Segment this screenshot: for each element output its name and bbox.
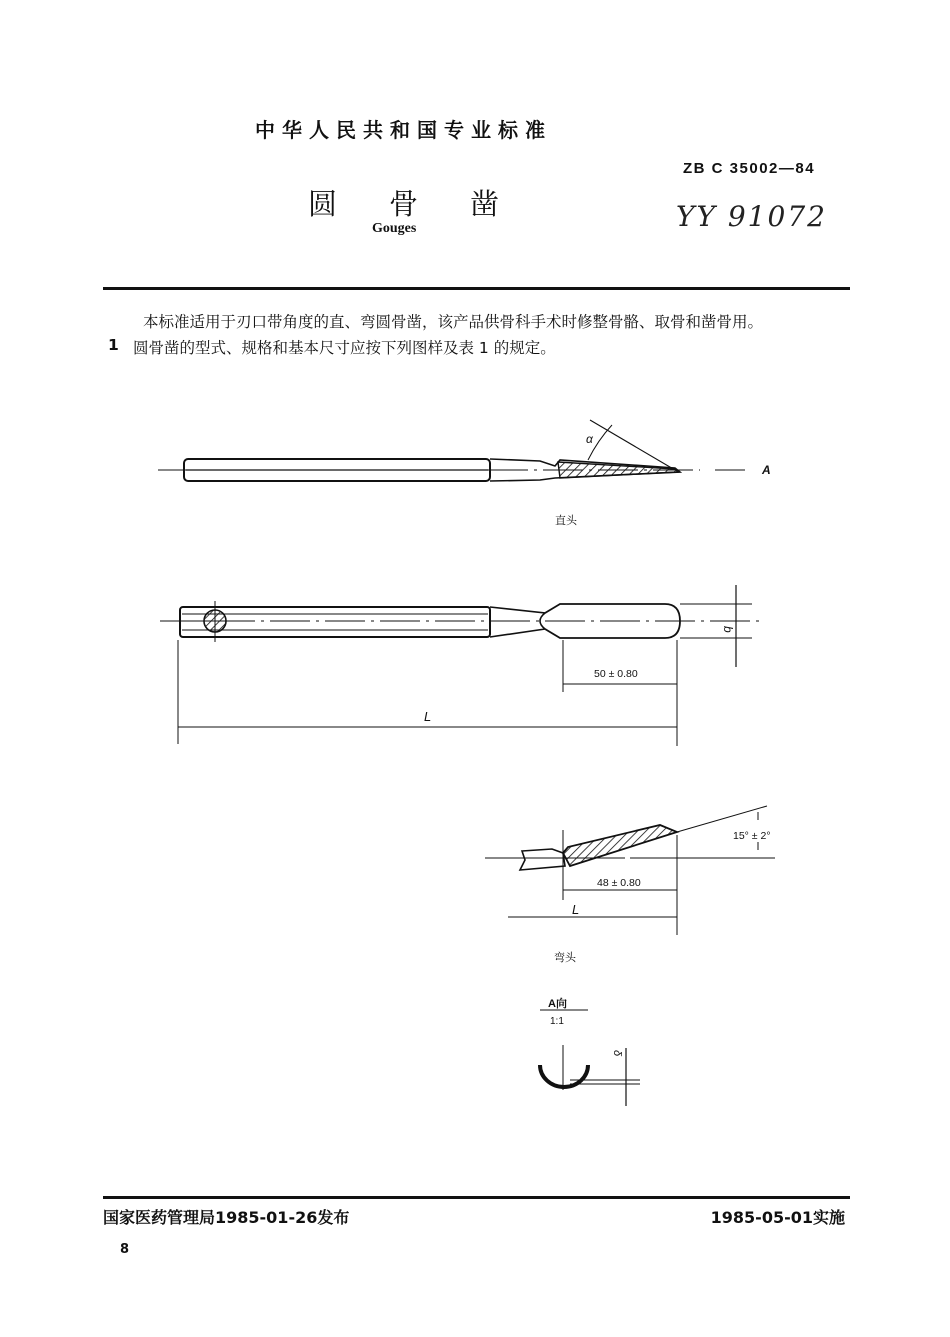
page-number: 8 xyxy=(120,1242,130,1257)
intro-paragraph: 本标准适用于刃口带角度的直、弯圆骨凿，该产品供骨科手术时修整骨骼、取骨和凿骨用。 xyxy=(143,313,764,331)
standard-code: ZB C 35002—84 xyxy=(683,160,816,177)
straight-gouge-side-view xyxy=(158,420,745,481)
handwritten-annotation: YY 91072 xyxy=(676,200,827,233)
document-title-english: Gouges xyxy=(372,221,417,236)
effective-date: 1985-05-01实施 xyxy=(710,1208,845,1227)
blade-length-dimension: 50 ± 0.80 xyxy=(594,668,638,680)
view-a-title: A向 xyxy=(548,998,567,1010)
angle-alpha-label: α xyxy=(586,432,593,446)
issue-info: 国家医药管理局1985-01-26发布 xyxy=(103,1208,350,1227)
issuing-standard-heading: 中华人民共和国专业标准 xyxy=(255,118,552,142)
width-b-label: b xyxy=(721,626,735,633)
bent-blade-dimension: 48 ± 0.80 xyxy=(597,877,641,889)
straight-gouge-top-view xyxy=(160,585,760,746)
bent-length-label: L xyxy=(572,902,580,917)
straight-caption: 直头 xyxy=(555,515,577,527)
bend-angle-dimension: 15° ± 2° xyxy=(733,830,771,842)
view-a-scale: 1:1 xyxy=(550,1016,564,1027)
footer-divider xyxy=(103,1196,850,1199)
clause-text: 圆骨凿的型式、规格和基本尺寸应按下列图样及表 1 的规定。 xyxy=(133,339,556,357)
bent-gouge-side-view xyxy=(485,806,775,935)
view-direction-label: A xyxy=(762,463,771,477)
clause-number: 1 xyxy=(108,336,119,354)
bent-caption: 弯头 xyxy=(554,952,576,964)
document-title: 圆骨凿 xyxy=(308,187,552,221)
thickness-delta-label: δ xyxy=(611,1050,623,1057)
total-length-label: L xyxy=(424,709,432,724)
